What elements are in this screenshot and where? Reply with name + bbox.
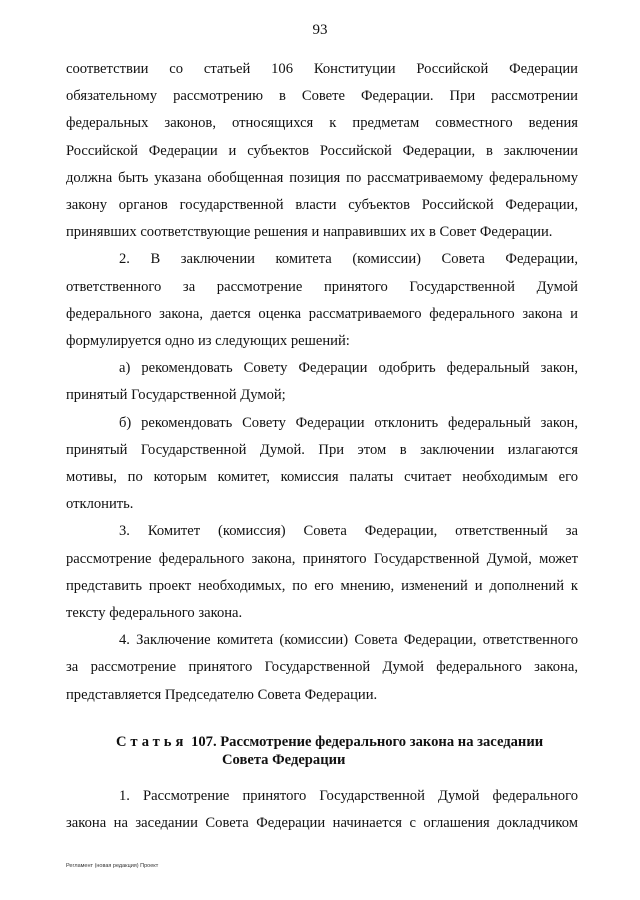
paragraph-2-line: ответственного за рассмотрение принятого Государственной Думой — [66, 278, 578, 295]
text-line: должна быть указана обобщенная позиция по рассматриваемому федеральному — [66, 169, 578, 186]
text-line: Российской Федерации и субъектов Российской Федерации, в заключении — [66, 142, 578, 159]
paragraph-4-line: 4. Заключение комитета (комиссии) Совета Федерации, ответственного — [119, 632, 578, 649]
document-body — [66, 56, 578, 709]
option-b-line: мотивы, по которым комитет, комиссия палаты считает необходимым его — [66, 469, 578, 486]
article-title-line2: Совета Федерации — [222, 752, 346, 768]
text-line: соответствии со статьей 106 Конституции Российской Федерации — [66, 61, 578, 77]
text-line: обязательному рассмотрению в Совете Федерации. При рассмотрении — [66, 88, 578, 105]
article-label: Статья — [116, 734, 188, 750]
paragraph-3-line: тексту федерального закона. — [66, 605, 243, 622]
article-body — [66, 783, 578, 837]
article-body-line: 1. Рассмотрение принятого Государственной Думой федерального — [119, 788, 578, 804]
paragraph-4-line: представляется Председателю Совета Федерации. — [66, 686, 378, 703]
option-b-line: б) рекомендовать Совету Федерации отклонить федеральный закон, — [119, 414, 578, 431]
paragraph-2-line: федерального закона, дается оценка рассматриваемого федерального закона и — [66, 305, 578, 322]
option-b-line: принятый Государственной Думой. При этом в заключении излагаются — [66, 441, 578, 458]
page-number: 93 — [312, 22, 328, 38]
option-b-line: отклонить. — [66, 496, 134, 513]
article-heading — [116, 733, 586, 769]
paragraph-3-line: 3. Комитет (комиссия) Совета Федерации, ответственный за — [119, 523, 578, 540]
footer-note: Регламент (новая редакция) Проект — [66, 863, 159, 869]
option-a-line: принятый Государственной Думой; — [66, 387, 286, 404]
text-line: закону органов государственной власти субъектов Российской Федерации, — [66, 197, 578, 214]
paragraph-4-line: за рассмотрение принятого Государственной Думой федерального закона, — [66, 659, 578, 676]
text-line: принявших соответствующие решения и направивших их в Совет Федерации. — [66, 224, 553, 241]
paragraph-3-line: представить проект необходимых, по его мнению, изменений и дополнений к — [66, 577, 578, 594]
article-body-line: закона на заседании Совета Федерации начинается с оглашения докладчиком — [66, 815, 578, 832]
article-title-line1: 107. Рассмотрение федерального закона на заседании — [191, 734, 544, 750]
paragraph-2-line: формулируется одно из следующих решений: — [66, 333, 350, 350]
paragraph-3-line: рассмотрение федерального закона, принятого Государственной Думой, может — [66, 550, 578, 567]
option-a-line: а) рекомендовать Совету Федерации одобрить федеральный закон, — [119, 360, 578, 377]
text-line: федеральных законов, относящихся к предметам совместного ведения — [66, 115, 578, 132]
paragraph-2-line: 2. В заключении комитета (комиссии) Совета Федерации, — [119, 251, 578, 268]
